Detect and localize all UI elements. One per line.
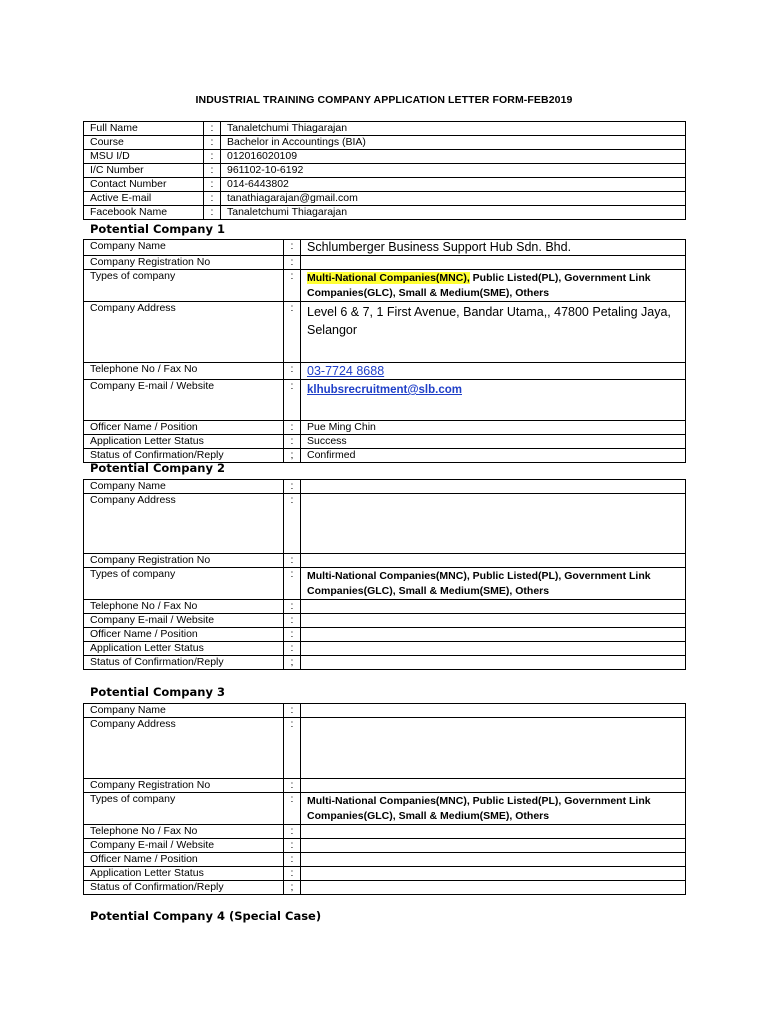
colon-cell: : (284, 779, 301, 793)
empty-value (301, 614, 686, 628)
company2-table (83, 479, 686, 670)
field-label: Company Registration No (84, 256, 284, 270)
empty-value (301, 839, 686, 853)
field-label: Status of Confirmation/Reply (84, 656, 284, 670)
table-row (84, 718, 686, 779)
table-row (84, 302, 686, 363)
colon-cell: : (284, 839, 301, 853)
table-row (84, 256, 686, 270)
empty-value (301, 867, 686, 881)
field-label: Company Address (84, 302, 284, 363)
field-label: Types of company (84, 568, 284, 600)
colon-cell: : (284, 554, 301, 568)
empty-value (301, 656, 686, 670)
table-row (84, 136, 686, 150)
company1-status-value: Success (301, 435, 686, 449)
empty-value (301, 600, 686, 614)
table-row (84, 793, 686, 825)
company1-table (83, 239, 686, 463)
colon-cell: : (284, 614, 301, 628)
table-row (84, 421, 686, 435)
table-row (84, 656, 686, 670)
field-value: 961102-10-6192 (221, 164, 686, 178)
field-label: Telephone No / Fax No (84, 363, 284, 380)
table-row (84, 122, 686, 136)
colon-cell: : (284, 302, 301, 363)
field-label: Company Address (84, 494, 284, 554)
field-label: Active E-mail (84, 192, 204, 206)
phone-link[interactable]: 03-7724 8688 (307, 364, 385, 378)
colon-cell: : (284, 704, 301, 718)
colon-cell: : (284, 793, 301, 825)
colon-cell: : (284, 380, 301, 421)
colon-cell: : (284, 568, 301, 600)
company1-address-value: Level 6 & 7, 1 First Avenue, Bandar Utama,, 47800 Petaling Jaya, Selangor (301, 302, 686, 363)
field-value: tanathiagarajan@gmail.com (221, 192, 686, 206)
field-label: Application Letter Status (84, 642, 284, 656)
table-row (84, 881, 686, 895)
table-row (84, 600, 686, 614)
table-row (84, 568, 686, 600)
colon-cell: : (284, 867, 301, 881)
table-row (84, 435, 686, 449)
colon-cell: : (204, 122, 221, 136)
field-label: Company Name (84, 240, 284, 256)
company1-email-value (301, 380, 686, 421)
field-label: Company E-mail / Website (84, 614, 284, 628)
empty-value (301, 825, 686, 839)
table-row (84, 628, 686, 642)
field-label: Telephone No / Fax No (84, 825, 284, 839)
empty-value (301, 554, 686, 568)
empty-value (301, 853, 686, 867)
table-row (84, 178, 686, 192)
field-label: Telephone No / Fax No (84, 600, 284, 614)
field-label: Officer Name / Position (84, 628, 284, 642)
field-label: Officer Name / Position (84, 421, 284, 435)
colon-cell: : (284, 480, 301, 494)
colon-cell: : (284, 270, 301, 302)
company1-name-value: Schlumberger Business Support Hub Sdn. Bhd. (301, 240, 686, 256)
table-row (84, 240, 686, 256)
company1-reg-value (301, 256, 686, 270)
field-label: Status of Confirmation/Reply (84, 449, 284, 463)
empty-value (301, 494, 686, 554)
table-row (84, 206, 686, 220)
company1-types-value (301, 270, 686, 302)
company1-confirm-value: Confirmed (301, 449, 686, 463)
empty-value (301, 480, 686, 494)
field-label: Application Letter Status (84, 867, 284, 881)
empty-value (301, 642, 686, 656)
table-row (84, 853, 686, 867)
table-row (84, 363, 686, 380)
colon-cell: : (284, 642, 301, 656)
table-row (84, 839, 686, 853)
field-label: Types of company (84, 270, 284, 302)
colon-cell: : (204, 136, 221, 150)
colon-cell: : (204, 206, 221, 220)
company1-phone-value (301, 363, 686, 380)
colon-cell: : (204, 178, 221, 192)
table-row (84, 704, 686, 718)
colon-cell: : (204, 192, 221, 206)
field-label: Company Name (84, 480, 284, 494)
empty-value (301, 718, 686, 779)
field-label: Status of Confirmation/Reply (84, 881, 284, 895)
table-row (84, 164, 686, 178)
table-row (84, 380, 686, 421)
colon-cell: : (204, 164, 221, 178)
company3-heading: Potential Company 3 (90, 685, 225, 699)
company1-officer-value: Pue Ming Chin (301, 421, 686, 435)
colon-cell: : (204, 150, 221, 164)
field-label: Types of company (84, 793, 284, 825)
field-label: Course (84, 136, 204, 150)
colon-cell: : (284, 600, 301, 614)
field-label: Company Name (84, 704, 284, 718)
colon-cell: ; (284, 656, 301, 670)
table-row (84, 192, 686, 206)
colon-cell: : (284, 628, 301, 642)
field-label: MSU I/D (84, 150, 204, 164)
table-row (84, 480, 686, 494)
table-row (84, 642, 686, 656)
highlighted-mnc: Multi-National Companies(MNC), (307, 272, 470, 284)
field-label: Full Name (84, 122, 204, 136)
colon-cell: : (284, 240, 301, 256)
table-row (84, 867, 686, 881)
colon-cell: : (284, 825, 301, 839)
field-label: Company Registration No (84, 554, 284, 568)
table-row (84, 270, 686, 302)
colon-cell: ; (284, 881, 301, 895)
colon-cell: : (284, 435, 301, 449)
field-label: Company Registration No (84, 779, 284, 793)
field-label: Officer Name / Position (84, 853, 284, 867)
table-row (84, 150, 686, 164)
field-label: Company Address (84, 718, 284, 779)
colon-cell: : (284, 718, 301, 779)
field-label: Company E-mail / Website (84, 839, 284, 853)
student-info-table (83, 121, 686, 220)
field-value: Bachelor in Accountings (BIA) (221, 136, 686, 150)
company3-table (83, 703, 686, 895)
company2-heading: Potential Company 2 (90, 461, 225, 475)
company4-heading: Potential Company 4 (Special Case) (90, 909, 322, 923)
company2-types-value: Multi-National Companies(MNC), Public Listed(PL), Government Link Companies(GLC), Small & Medium(SME), Others (301, 568, 686, 600)
field-value: 014-6443802 (221, 178, 686, 192)
empty-value (301, 628, 686, 642)
table-row (84, 614, 686, 628)
field-label: Company E-mail / Website (84, 380, 284, 421)
empty-value (301, 704, 686, 718)
field-label: Facebook Name (84, 206, 204, 220)
empty-value (301, 779, 686, 793)
table-row (84, 494, 686, 554)
company1-heading: Potential Company 1 (90, 222, 225, 236)
email-link[interactable]: klhubsrecruitment@slb.com (307, 384, 462, 396)
field-value: Tanaletchumi Thiagarajan (221, 206, 686, 220)
field-value: Tanaletchumi Thiagarajan (221, 122, 686, 136)
colon-cell: : (284, 256, 301, 270)
colon-cell: : (284, 363, 301, 380)
field-label: Application Letter Status (84, 435, 284, 449)
page-title: INDUSTRIAL TRAINING COMPANY APPLICATION LETTER FORM-FEB2019 (195, 94, 573, 106)
company3-types-value: Multi-National Companies(MNC), Public Listed(PL), Government Link Companies(GLC), Small & Medium(SME), Others (301, 793, 686, 825)
table-row (84, 554, 686, 568)
table-row (84, 825, 686, 839)
colon-cell: ; (284, 449, 301, 463)
field-label: Contact Number (84, 178, 204, 192)
colon-cell: : (284, 853, 301, 867)
field-label: I/C Number (84, 164, 204, 178)
colon-cell: : (284, 494, 301, 554)
colon-cell: : (284, 421, 301, 435)
field-value: 012016020109 (221, 150, 686, 164)
table-row (84, 779, 686, 793)
types-rest: Public Listed(PL), Government Link Companies(GLC), Small & Medium(SME), Others (307, 272, 651, 299)
empty-value (301, 881, 686, 895)
